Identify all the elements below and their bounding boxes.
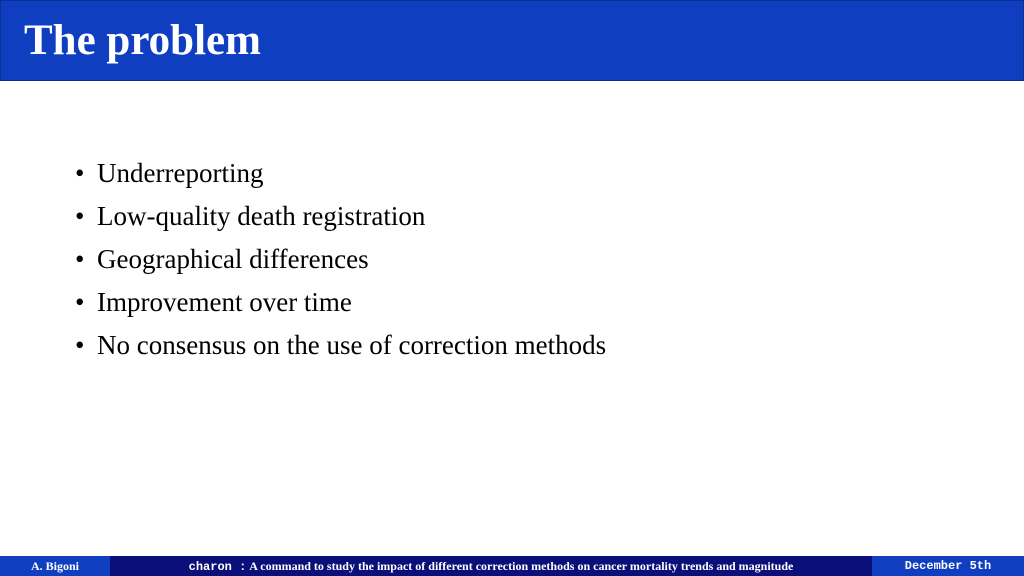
bullet-list xyxy=(75,152,606,367)
bullet-item xyxy=(75,324,606,367)
bullet-icon: • xyxy=(75,201,85,231)
bullet-icon: • xyxy=(75,287,85,317)
footer-author: A. Bigoni xyxy=(30,559,79,573)
slide-title-bar xyxy=(0,0,1024,81)
bullet-item xyxy=(75,281,606,324)
bullet-item xyxy=(75,238,606,281)
slide-title: The problem xyxy=(24,17,261,64)
footer-command-name: charon : xyxy=(188,560,247,574)
bullet-icon: • xyxy=(75,158,85,188)
footer-description: A command to study the impact of different correction methods on cancer mortality trends and magnitude xyxy=(249,559,794,573)
bullet-text: No consensus on the use of correction methods xyxy=(97,330,607,360)
slide-footer xyxy=(0,556,1024,576)
bullet-text: Underreporting xyxy=(97,158,264,188)
bullet-item xyxy=(75,195,606,238)
bullet-icon: • xyxy=(75,330,85,360)
bullet-text: Low-quality death registration xyxy=(97,201,426,231)
footer-date: December 5th xyxy=(904,559,992,573)
bullet-item xyxy=(75,152,606,195)
footer-presentation-title xyxy=(110,556,872,576)
bullet-text: Geographical differences xyxy=(97,244,369,274)
bullet-icon: • xyxy=(75,244,85,274)
bullet-text: Improvement over time xyxy=(97,287,352,317)
